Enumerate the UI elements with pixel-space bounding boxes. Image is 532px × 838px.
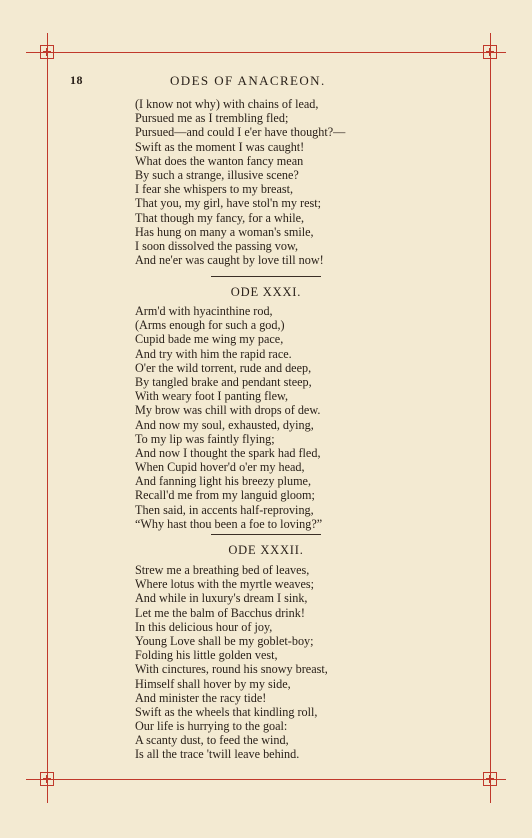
- verse-line: To my lip was faintly flying;: [135, 431, 275, 446]
- verse-line: Arm'd with hyacinthine rod,: [135, 304, 273, 318]
- verse-line: And fanning light his breezy plume,: [135, 474, 312, 489]
- verse-line: That you, my girl, have stol'n my rest;: [135, 196, 321, 211]
- verse-line: When Cupid hover'd o'er my head,: [135, 460, 305, 475]
- corner-ornament-icon: [483, 772, 497, 786]
- verse-line: Then said, in accents half-reproving,: [135, 502, 314, 517]
- verse-line: Strew me a breathing bed of leaves,: [135, 563, 310, 577]
- verse-line: My brow was chill with drops of dew.: [135, 403, 321, 418]
- verse-line: Has hung on many a woman's smile,: [135, 224, 314, 239]
- verse-line: Folding his little golden vest,: [135, 648, 278, 663]
- running-title: ODES OF ANACREON.: [170, 73, 326, 88]
- verse-line: Our life is hurrying to the goal:: [135, 719, 288, 734]
- verse-line: And ne'er was caught by love till now!: [135, 253, 324, 268]
- verse-line: Pursued me as I trembling fled;: [135, 111, 289, 126]
- verse-line: By tangled brake and pendant steep,: [135, 374, 312, 389]
- section-divider: [211, 534, 321, 535]
- verse-line: Recall'd me from my languid gloom;: [135, 488, 315, 503]
- frame-bottom-rule: [26, 779, 506, 780]
- verse-line: Himself shall hover by my side,: [135, 676, 291, 691]
- verse-line: (Arms enough for such a god,): [135, 318, 285, 333]
- corner-ornament-icon: [40, 772, 54, 786]
- verse-line: And try with him the rapid race.: [135, 346, 292, 361]
- frame-top-rule: [26, 52, 506, 53]
- ode-title: ODE XXXI.: [230, 285, 302, 299]
- page-header: [70, 73, 472, 91]
- verse-line: Let me the balm of Bacchus drink!: [135, 605, 305, 620]
- verse-line: (I know not why) with chains of lead,: [135, 97, 319, 111]
- verse-line: With weary foot I panting flew,: [135, 389, 289, 404]
- ode-title: ODE XXXII.: [228, 543, 304, 557]
- verse-line: And minister the racy tide!: [135, 690, 267, 705]
- verse-line: That though my fancy, for a while,: [135, 210, 305, 225]
- verse-line: Cupid bade me wing my pace,: [135, 332, 284, 347]
- verse-line: And while in luxury's dream I sink,: [135, 591, 308, 606]
- verse-passage-continued: [135, 97, 465, 267]
- verse-line: A scanty dust, to feed the wind,: [135, 733, 289, 748]
- frame-right-rule: [490, 33, 491, 803]
- verse-line: And now I thought the spark had fled,: [135, 445, 321, 460]
- verse-line: Where lotus with the myrtle weaves;: [135, 577, 315, 592]
- verse-line: What does the wanton fancy mean: [135, 153, 304, 168]
- corner-ornament-icon: [40, 45, 54, 59]
- ode-xxxii-verse: [135, 563, 465, 762]
- verse-line: In this delicious hour of joy,: [135, 619, 273, 634]
- verse-line: Is all the trace 'twill leave behind.: [135, 747, 300, 762]
- verse-line: O'er the wild torrent, rude and deep,: [135, 360, 312, 375]
- verse-line: I fear she whispers to my breast,: [135, 182, 294, 197]
- verse-line: With cinctures, round his snowy breast,: [135, 662, 328, 677]
- verse-line: “Why hast thou been a foe to loving?”: [135, 516, 323, 531]
- corner-ornament-icon: [483, 45, 497, 59]
- verse-line: I soon dissolved the passing vow,: [135, 238, 299, 253]
- ode-xxxi-verse: [135, 304, 465, 531]
- verse-line: Swift as the moment I was caught!: [135, 139, 305, 154]
- section-divider: [211, 276, 321, 277]
- verse-line: Swift as the wheels that kindling roll,: [135, 704, 318, 719]
- frame-left-rule: [47, 33, 48, 803]
- verse-line: Pursued—and could I e'er have thought?—: [135, 125, 346, 140]
- verse-line: Young Love shall be my goblet-boy;: [135, 633, 314, 648]
- page-number: 18: [70, 73, 83, 87]
- verse-line: By such a strange, illusive scene?: [135, 167, 299, 182]
- verse-line: And now my soul, exhausted, dying,: [135, 417, 314, 432]
